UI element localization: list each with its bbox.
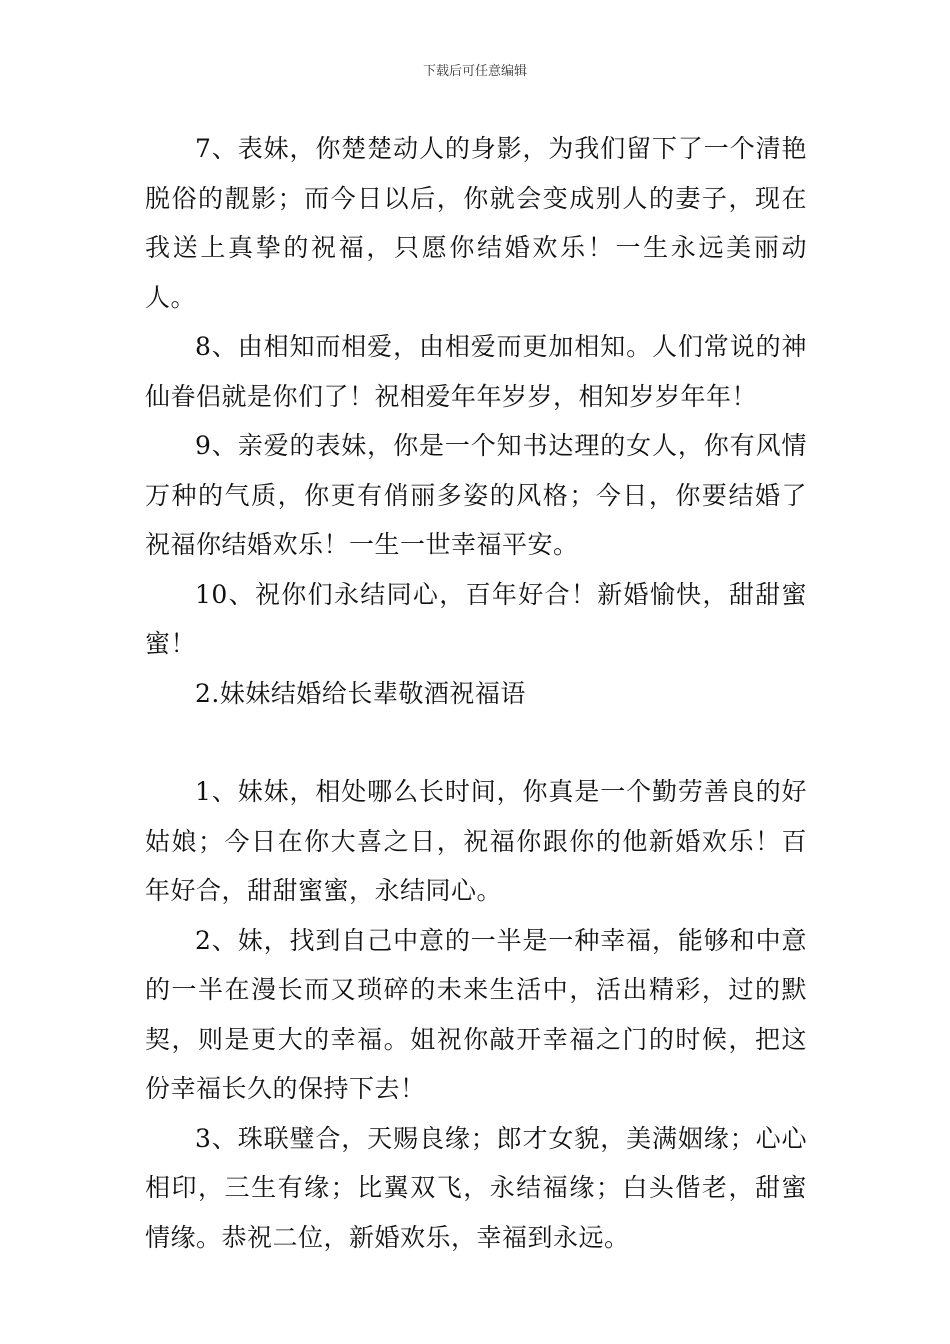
section-heading: 2.妹妹结婚给长辈敬酒祝福语 bbox=[195, 678, 526, 708]
blank-line bbox=[145, 718, 807, 767]
paragraph-1: 1、妹妹，相处哪么长时间，你真是一个勤劳善良的好姑娘；今日在你大喜之日，祝福你跟你的他新婚欢乐！百年好合，甜甜蜜蜜，永结同心。 bbox=[145, 777, 807, 905]
paragraph-8: 8、由相知而相爱，由相爱而更加相知。人们常说的神仙眷侣就是你们了！祝相爱年年岁岁，相知岁岁年年！ bbox=[145, 332, 807, 411]
paragraph-7: 7、表妹，你楚楚动人的身影，为我们留下了一个清艳脱俗的靓影；而今日以后，你就会变成别人的妻子，现在我送上真挚的祝福，只愿你结婚欢乐！一生永远美丽动人。 bbox=[145, 134, 807, 312]
paragraph-10: 10、祝你们永结同心，百年好合！新婚愉快，甜甜蜜蜜！ bbox=[145, 579, 807, 658]
paragraph-2: 2、妹，找到自己中意的一半是一种幸福，能够和中意的一半在漫长而又琐碎的未来生活中，活出精彩，过的默契，则是更大的幸福。姐祝你敲开幸福之门的时候，把这份幸福长久的保持下去！ bbox=[145, 925, 807, 1103]
document-body bbox=[145, 124, 807, 1262]
page-header: 下载后可任意编辑 bbox=[422, 64, 527, 79]
paragraph-3: 3、珠联璧合，天赐良缘；郎才女貌，美满姻缘；心心相印，三生有缘；比翼双飞，永结福缘；白头偕老，甜蜜情缘。恭祝二位，新婚欢乐，幸福到永远。 bbox=[145, 1123, 807, 1252]
paragraph-9: 9、亲爱的表妹，你是一个知书达理的女人，你有风情万种的气质，你更有俏丽多姿的风格；今日，你要结婚了祝福你结婚欢乐！一生一世幸福平安。 bbox=[145, 431, 807, 559]
